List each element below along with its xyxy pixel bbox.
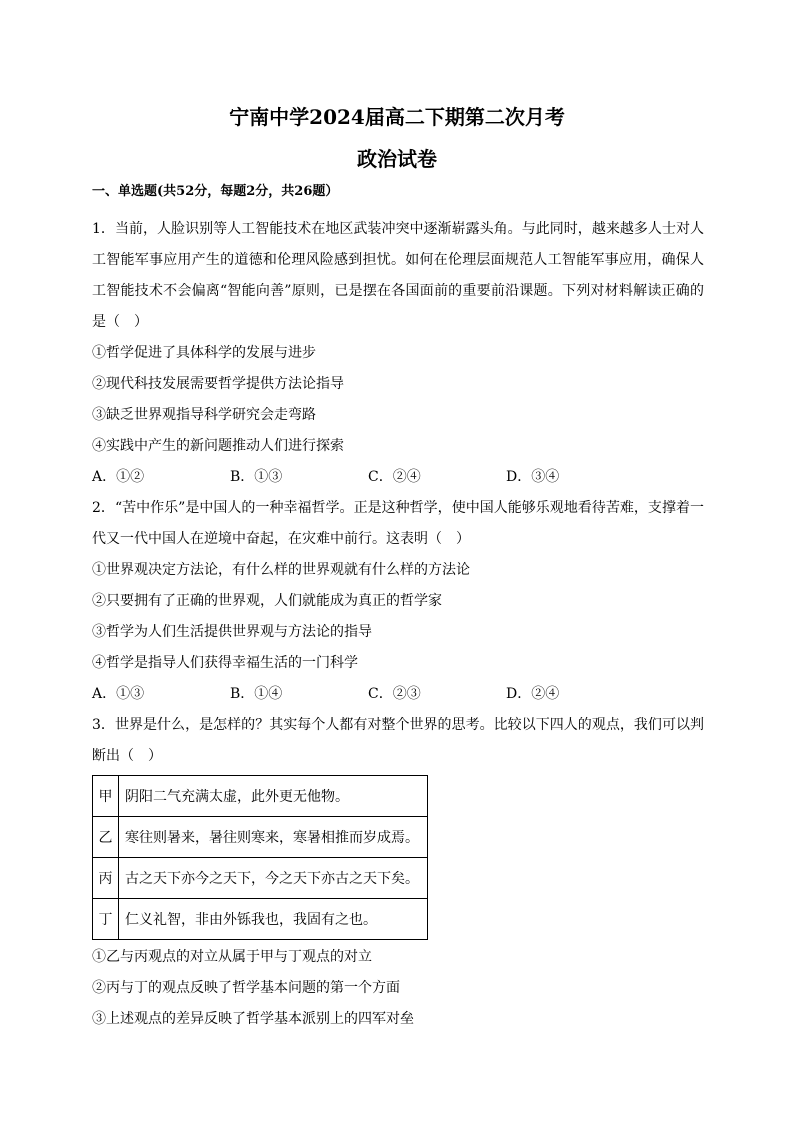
statement: ①世界观决定方法论，有什么样的世界观就有什么样的方法论 (92, 562, 470, 578)
person-cell: 丙 (93, 858, 119, 899)
statement: ④哲学是指导人们获得幸福生活的一门科学 (92, 655, 358, 671)
statement: ③哲学为人们生活提供世界观与方法论的指导 (92, 624, 372, 640)
table-row (93, 858, 428, 899)
questions-content (92, 214, 704, 1035)
option-b[interactable]: B．①④ (230, 686, 283, 702)
option-a[interactable]: A．①③ (92, 686, 145, 702)
table-row (93, 817, 428, 858)
section-heading: 一、单选题(共52分，每题2分，共26题） (92, 184, 339, 199)
answer-options (92, 679, 704, 710)
exam-subject: 政治试卷 (357, 147, 437, 171)
question-stem: 2．“苦中作乐”是中国人的一种幸福哲学。正是这种哲学，使中国人能够乐观地看待苦难，支撑着一代又一代中国人在逆境中奋起，在灾难中前行。这表明（ ） (92, 500, 704, 547)
statement: ②丙与丁的观点反映了哲学基本问题的第一个方面 (92, 980, 400, 996)
statement: ③上述观点的差异反映了哲学基本派别上的四军对垒 (92, 1011, 414, 1027)
view-cell: 阴阳二气充满太虚，此外更无他物。 (119, 776, 428, 817)
viewpoints-table (92, 775, 428, 940)
person-cell: 乙 (93, 817, 119, 858)
person-cell: 丁 (93, 899, 119, 940)
question-2 (92, 493, 704, 710)
exam-title: 宁南中学2024届高二下期第二次月考 (229, 105, 565, 129)
view-cell: 寒往则暑来，暑往则寒来，寒暑相推而岁成焉。 (119, 817, 428, 858)
view-cell: 仁义礼智，非由外铄我也，我固有之也。 (119, 899, 428, 940)
question-1 (92, 214, 704, 493)
statement: ③缺乏世界观指导科学研究会走弯路 (92, 407, 316, 423)
statement: ②现代科技发展需要哲学提供方法论指导 (92, 376, 344, 392)
option-d[interactable]: D．③④ (506, 469, 560, 485)
option-c[interactable]: C．②④ (368, 469, 421, 485)
view-cell: 古之天下亦今之天下，今之天下亦古之天下矣。 (119, 858, 428, 899)
table-row (93, 776, 428, 817)
table-row (93, 899, 428, 940)
statement: ②只要拥有了正确的世界观，人们就能成为真正的哲学家 (92, 593, 442, 609)
option-c[interactable]: C．②③ (368, 686, 421, 702)
statement: ④实践中产生的新问题推动人们进行探索 (92, 438, 344, 454)
person-cell: 甲 (93, 776, 119, 817)
option-a[interactable]: A．①② (92, 469, 145, 485)
option-b[interactable]: B．①③ (230, 469, 283, 485)
question-stem: 3．世界是什么，是怎样的？其实每个人都有对整个世界的思考。比较以下四人的观点，我们可以判断出（ ） (92, 717, 704, 764)
question-3 (92, 710, 704, 1035)
statement: ①乙与丙观点的对立从属于甲与丁观点的对立 (92, 949, 372, 965)
statement: ①哲学促进了具体科学的发展与进步 (92, 345, 316, 361)
question-stem: 1．当前，人脸识别等人工智能技术在地区武装冲突中逐渐崭露头角。与此同时，越来越多人士对人工智能军事应用产生的道德和伦理风险感到担忧。如何在伦理层面规范人工智能军事应用，确保人工智能技术不会偏离“智能向善”原则，已是摆在各国面前的重要前沿课题。下列对材料解读正确的是（ ） (92, 221, 704, 330)
option-d[interactable]: D．②④ (506, 686, 560, 702)
answer-options (92, 462, 704, 493)
